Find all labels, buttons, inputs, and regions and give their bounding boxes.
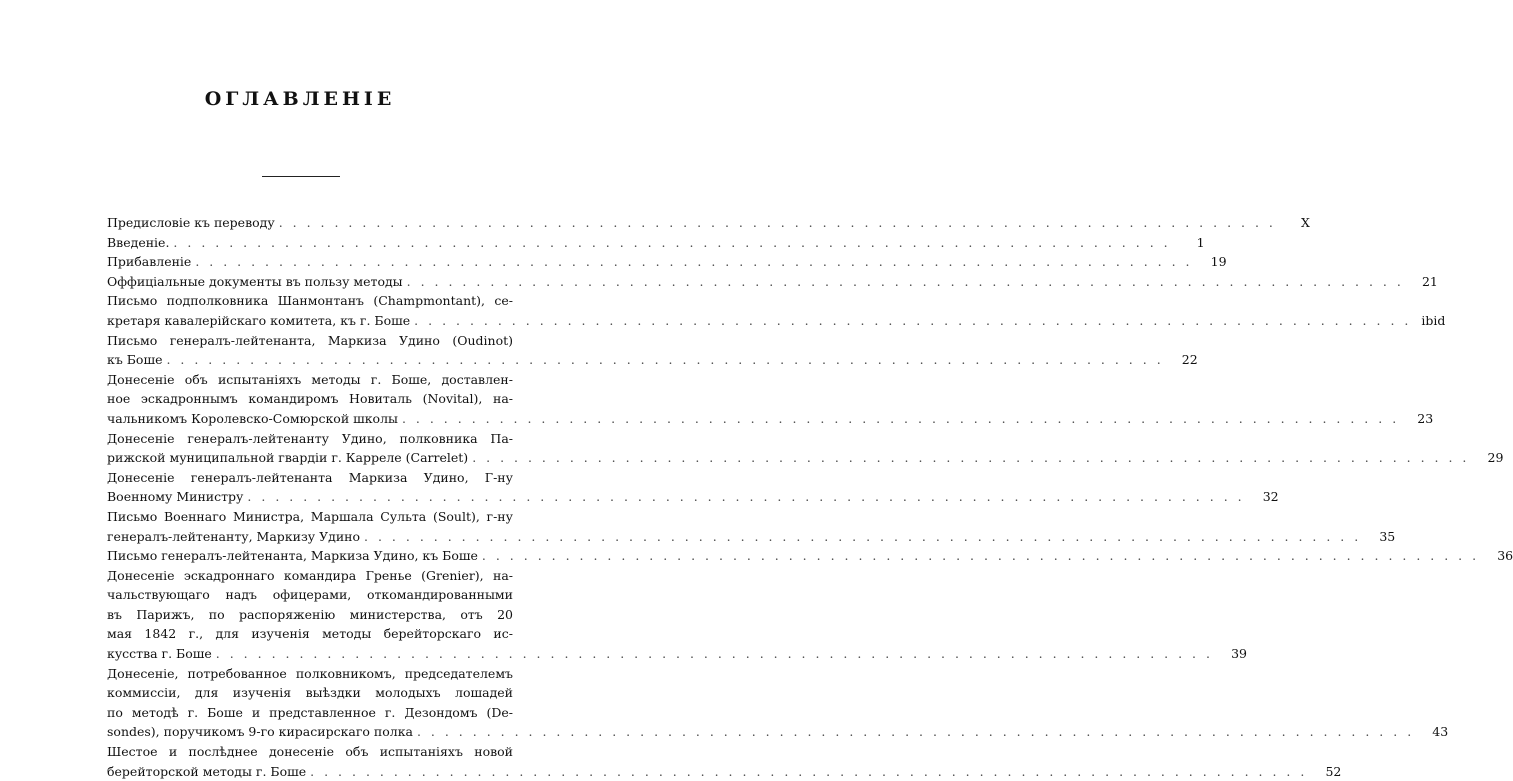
toc-entry bbox=[107, 546, 1513, 566]
toc-entry-text: чальствующаго надъ офицерами, откомандированными bbox=[107, 587, 513, 603]
dot-leader bbox=[212, 644, 1213, 664]
toc-entry-text: Донесеніе генералъ-лейтенанта Маркиза Удино, Г-ну bbox=[107, 469, 513, 485]
toc-page-number: 36 bbox=[1497, 548, 1513, 564]
toc-page-number: 1 bbox=[1196, 234, 1205, 250]
toc-entry-last-line bbox=[107, 252, 1227, 272]
toc-entry-text: Донесеніе генералъ-лейтенанту Удино, полковника Па- bbox=[107, 430, 513, 446]
toc-entry-text: коммиссіи, для изученія выѣздки молодыхъ лошадей bbox=[107, 685, 513, 701]
toc-entry bbox=[107, 213, 1310, 233]
toc-page-number: 52 bbox=[1325, 763, 1342, 779]
dot-leader bbox=[243, 487, 1244, 507]
page-title: ОГЛАВЛЕНІЕ bbox=[204, 88, 396, 110]
toc-entry-text: генералъ-лейтенанту, Маркизу Удино bbox=[107, 528, 361, 544]
table-of-contents bbox=[107, 213, 1513, 781]
dot-leader bbox=[360, 527, 1361, 547]
toc-entry-text: Письмо генералъ-лейтенанта, Маркиза Удино, къ Боше bbox=[107, 548, 478, 564]
toc-page-number: 19 bbox=[1210, 254, 1227, 270]
toc-entry bbox=[107, 664, 1449, 742]
toc-entry bbox=[107, 566, 1247, 664]
toc-entry-last-line bbox=[107, 448, 1504, 468]
toc-entry-last-line bbox=[107, 546, 1513, 566]
toc-entry-text: рижской муниципальной гвардіи г. Карреле (Carrelet) bbox=[107, 450, 469, 466]
dot-leader bbox=[275, 213, 1276, 233]
toc-entry bbox=[107, 291, 1446, 330]
toc-entry-last-line bbox=[107, 272, 1438, 292]
toc-entry-last-line bbox=[107, 644, 1247, 664]
toc-entry-last-line bbox=[107, 350, 1198, 370]
toc-page-number: 23 bbox=[1417, 410, 1434, 426]
toc-entry-text: Предисловіе къ переводу bbox=[107, 215, 275, 230]
toc-page-number: 22 bbox=[1181, 352, 1198, 368]
toc-entry-text: Письмо подполковника Шанмонтанъ (Champmontant), се- bbox=[107, 293, 513, 309]
dot-leader bbox=[169, 233, 1170, 253]
dot-leader bbox=[398, 409, 1399, 429]
toc-entry bbox=[107, 507, 1396, 546]
toc-entry-last-line bbox=[107, 409, 1434, 429]
toc-entry-last-line bbox=[107, 527, 1396, 547]
toc-entry-text: Прибавленіе bbox=[107, 254, 192, 270]
toc-entry-text: кусства г. Боше bbox=[107, 646, 212, 662]
toc-entry-text: кретаря кавалерійскаго комитета, къ г. Боше bbox=[107, 312, 411, 328]
toc-entry-text: Шестое и послѣднее донесеніе объ испытаніяхъ новой bbox=[107, 744, 513, 760]
toc-entry-text: Письмо Военнаго Министра, Маршала Сульта (Soult), г-ну bbox=[107, 508, 513, 524]
toc-page-number: 43 bbox=[1432, 724, 1449, 740]
toc-page-number: 35 bbox=[1379, 528, 1396, 544]
toc-entry-last-line bbox=[107, 487, 1279, 507]
toc-entry-text: Донесеніе объ испытаніяхъ методы г. Боше, доставлен- bbox=[107, 371, 513, 387]
toc-entry-text: въ Парижъ, по распоряженію министерства, отъ 20 bbox=[107, 606, 513, 622]
toc-entry-last-line bbox=[107, 762, 1342, 781]
toc-page-number: 39 bbox=[1231, 646, 1247, 662]
toc-entry-text: Донесеніе эскадроннаго командира Гренье (Grenier), на- bbox=[107, 567, 513, 583]
toc-page-number: 32 bbox=[1262, 489, 1279, 505]
toc-entry-text: Письмо генералъ-лейтенанта, Маркиза Удино (Oudinot) bbox=[107, 332, 513, 348]
dot-leader bbox=[478, 546, 1479, 566]
dot-leader bbox=[403, 272, 1404, 292]
toc-entry bbox=[107, 233, 1205, 253]
toc-entry bbox=[107, 468, 1279, 507]
toc-entry bbox=[107, 370, 1434, 429]
toc-entry bbox=[107, 331, 1198, 370]
toc-entry-last-line bbox=[107, 311, 1446, 331]
toc-entry-text: ное эскадроннымъ командиромъ Новиталь (Novital), на- bbox=[107, 391, 513, 407]
toc-entry-text: мая 1842 г., для изученія методы берейторскаго ис- bbox=[107, 626, 513, 642]
toc-entry bbox=[107, 272, 1438, 292]
dot-leader bbox=[191, 252, 1192, 272]
toc-entry-text: Оффиціальные документы въ пользу методы bbox=[107, 273, 403, 289]
dot-leader bbox=[410, 311, 1411, 331]
dot-leader bbox=[468, 448, 1469, 468]
title-divider bbox=[262, 176, 340, 177]
toc-entry-text: по методѣ г. Боше и представленное г. Дезондомъ (De- bbox=[107, 704, 513, 720]
toc-entry-last-line bbox=[107, 213, 1310, 233]
toc-entry bbox=[107, 252, 1227, 272]
toc-entry-text: къ Боше bbox=[107, 352, 163, 368]
dot-leader bbox=[413, 722, 1414, 742]
toc-entry-text: чальникомъ Королевско-Сомюрской школы bbox=[107, 410, 398, 426]
toc-entry-text: берейторской методы г. Боше bbox=[107, 763, 307, 779]
toc-page-number: 21 bbox=[1421, 273, 1438, 289]
toc-page-number: ibid bbox=[1421, 312, 1446, 328]
toc-entry bbox=[107, 742, 1342, 781]
toc-entry bbox=[107, 429, 1504, 468]
dot-leader bbox=[162, 350, 1163, 370]
toc-entry-text: Военному Министру bbox=[107, 489, 244, 505]
toc-page-number: X bbox=[1300, 215, 1310, 230]
toc-entry-text: sondes), поручикомъ 9-го кирасирскаго полка bbox=[107, 724, 413, 740]
toc-entry-text: Донесеніе, потребованное полковникомъ, председателемъ bbox=[107, 665, 513, 681]
toc-entry-last-line bbox=[107, 233, 1205, 253]
toc-entry-last-line bbox=[107, 722, 1449, 742]
toc-entry-text: Введеніе. bbox=[107, 234, 170, 250]
dot-leader bbox=[306, 762, 1307, 781]
toc-page-number: 29 bbox=[1487, 450, 1504, 466]
